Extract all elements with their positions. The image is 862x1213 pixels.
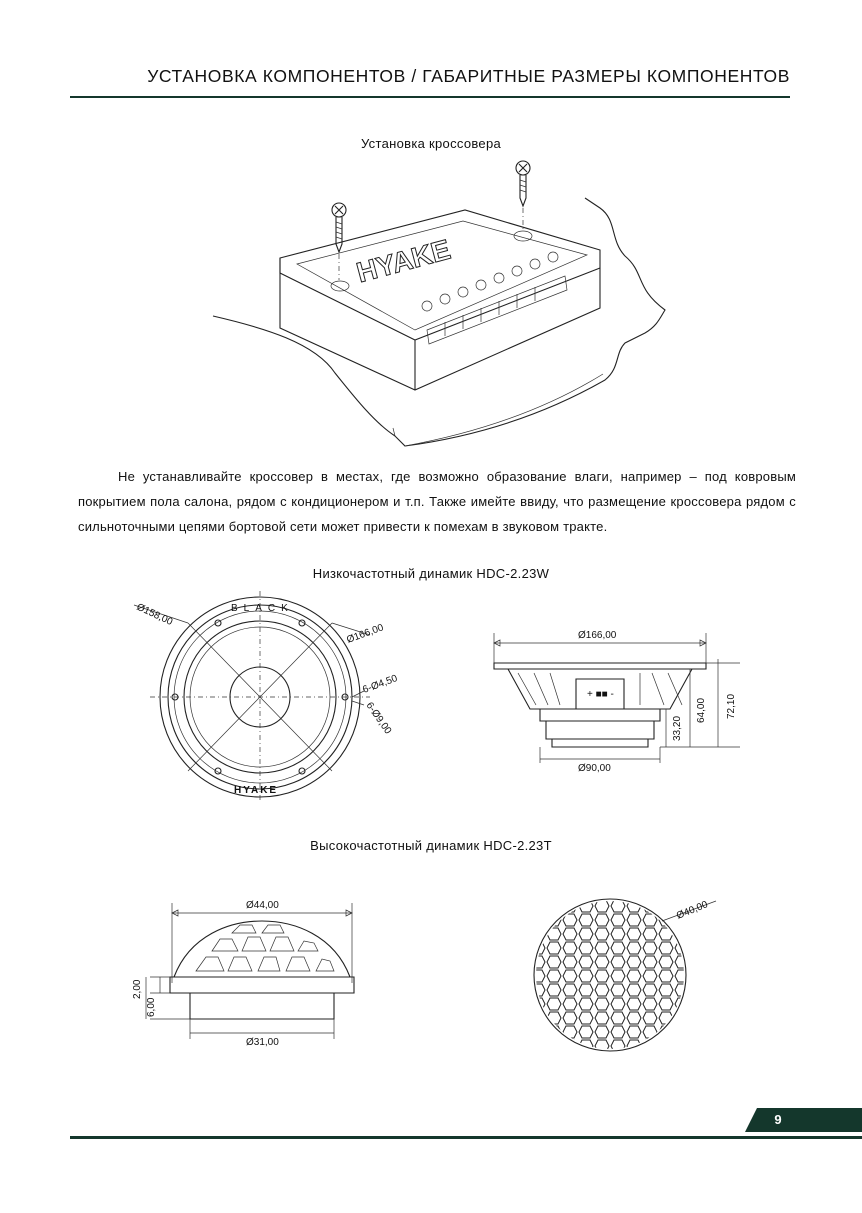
svg-text:+ ■■ -: + ■■ -	[587, 689, 614, 700]
woofer-holes-label: 6-Ø4,50	[361, 673, 399, 696]
tweeter-caption: Высокочастотный динамик HDC-2.23T	[310, 838, 552, 853]
woofer-side-h-magnet-label: 33,20	[672, 715, 683, 741]
woofer-side-dia-top-label: Ø166,00	[578, 630, 617, 641]
woofer-side-drawing	[490, 625, 750, 775]
woofer-dia-outer-label: Ø166,00	[345, 622, 386, 646]
crossover-installation-drawing	[205, 158, 685, 458]
crossover-logo: HYAKE	[353, 233, 454, 289]
tweeter-side-h-total-label: 6,00	[146, 997, 157, 1017]
screw-right-icon	[516, 161, 530, 230]
woofer-side-h-body-label: 64,00	[696, 697, 707, 723]
woofer-dia-inner-label: Ø158,00	[134, 601, 175, 628]
crossover-warning-paragraph	[78, 464, 796, 539]
tweeter-side-h-flange-label: 2,00	[132, 979, 143, 999]
woofer-ring-text-bottom: HYAKE	[234, 785, 279, 796]
woofer-side-h-total-label: 72,10	[726, 693, 737, 719]
tweeter-side-dia-bottom-label: Ø31,00	[246, 1037, 279, 1048]
tweeter-front-dia-label: Ø40,00	[675, 899, 710, 922]
woofer-caption: Низкочастотный динамик HDC-2.23W	[312, 566, 550, 581]
woofer-ring-text-top: BLACK	[231, 603, 294, 614]
page-header-title: УСТАНОВКА КОМПОНЕНТОВ / ГАБАРИТНЫЕ РАЗМЕРЫ КОМПОНЕНТОВ	[147, 66, 790, 86]
crossover-caption: Установка кроссовера	[360, 136, 502, 151]
tweeter-front-drawing	[530, 885, 730, 1065]
woofer-front-drawing	[130, 595, 399, 815]
tweeter-side-dia-top-label: Ø44,00	[246, 900, 279, 911]
footer-divider	[70, 1136, 862, 1139]
paragraph-text: Не устанавливайте кроссовер в местах, где возможно образование влаги, например – под ковровым покрытием пола салона, рядом с кондиционером и т.п. Также имейте ввиду, что размещение кроссовера рядом с сильноточными цепями бортовой сети может привести к помехам в звуковом тракте.	[78, 469, 796, 534]
header-divider	[70, 96, 790, 98]
tweeter-side-drawing	[120, 895, 360, 1055]
page-number: 9	[774, 1112, 782, 1127]
woofer-side-dia-magnet-label: Ø90,00	[578, 763, 611, 774]
woofer-holes-bolt-label: 6-Ø9,00	[363, 700, 394, 737]
